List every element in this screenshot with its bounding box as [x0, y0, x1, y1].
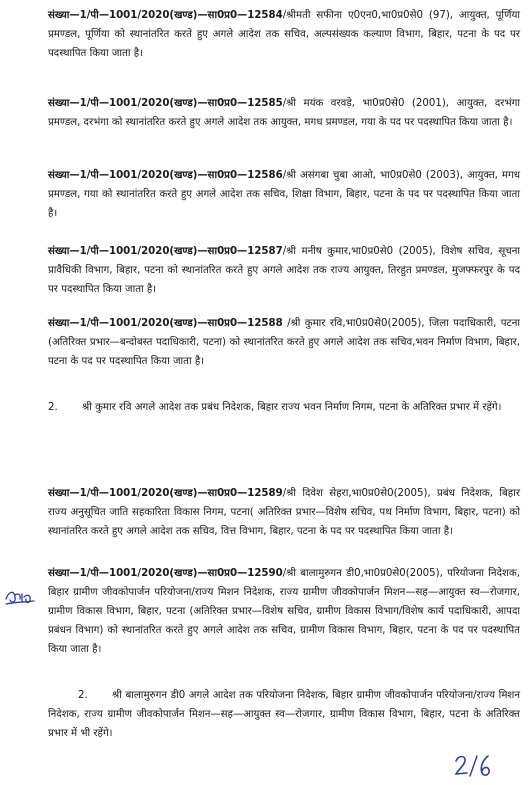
order-reference-number: संख्या—1/पी—1001/2020(खण्ड)—सा0प्र0—12585 [48, 98, 283, 109]
order-paragraph [48, 242, 520, 299]
order-reference-number: संख्या—1/पी—1001/2020(खण्ड)—सा0प्र0—12587 [48, 246, 283, 257]
order-reference-number: संख्या—1/पी—1001/2020(खण्ड)—सा0प्र0—12589 [48, 488, 283, 499]
order-reference-number: संख्या—1/पी—1001/2020(खण्ड)—सा0प्र0—12588 [48, 318, 283, 329]
order-text: /श्री बालामुरुगन डी0,भा0प्र0से0(2005), परियोजना निदेशक, बिहार ग्रामीण जीवकोपार्जन परियोजना/राज्य मिशन निदेशक, राज्य ग्रामीण जीवकोपार्जन मिशन—सह—आयुक्त स्व—रोजगार, ग्रामीण विकास विभाग, बिहार, पटना (अतिरिक्त प्रभार—विशेष सचिव, ग्रामीण विकास विभाग/विशेष कार्य पदाधिकारी, आपदा प्रबंधन विभाग) को स्थानांतरित करते हुए अगले आदेश तक सचिव, ग्रामीण विकास विभाग, बिहार, पटना के पद पर पदस्थापित किया जाता है। [48, 568, 520, 655]
order-reference-number: संख्या—1/पी—1001/2020(खण्ड)—सा0प्र0—12590 [48, 568, 283, 579]
order-paragraph [48, 94, 520, 132]
sub-paragraph-number: 2. [78, 690, 88, 701]
order-paragraph [48, 484, 520, 541]
sub-paragraph [48, 398, 520, 417]
order-reference-number: संख्या—1/पी—1001/2020(खण्ड)—सा0प्र0—12586 [48, 170, 283, 181]
sub-paragraph-text: श्री बालामुरुगन डी0 अगले आदेश तक परियोजना निदेशक, बिहार ग्रामीण जीवकोपार्जन परियोजना/राज्य मिशन निदेशक, राज्य ग्रामीण जीवकोपार्जन मिशन—सह—आयुक्त स्व—रोजगार, ग्रामीण विकास विभाग, बिहार, पटना के अतिरिक्त प्रभार में भी रहेंगे। [48, 690, 520, 739]
sub-paragraph-text: श्री कुमार रवि अगले आदेश तक प्रबंध निदेशक, बिहार राज्य भवन निर्माण निगम, पटना के अतिरिक्त प्रभार में रहेंगे। [82, 402, 502, 413]
order-text: /श्री दिवेश सेहरा,भा0प्र0से0(2005), प्रबंध निदेशक, बिहार राज्य अनुसूचित जाति सहकारिता विकास निगम, पटना( अतिरिक्त प्रभार—विशेष सचिव, पथ निर्माण विभाग, बिहार, पटना) को स्थानांतरित करते हुए अगले आदेश तक सचिव, वित्त विभाग, बिहार, पटना के पद पर पदस्थापित किया जाता है। [48, 488, 520, 537]
order-text: /श्री कुमार रवि,भा0प्र0से0(2005), जिला पदाधिकारी, पटना (अतिरिक्त प्रभार—बन्दोबस्त पदाधिकारी, पटना) को स्थानांतरित करते हुए अगले आदेश तक सचिव,भवन निर्माण विभाग, बिहार, पटना के पद पर पदस्थापित किया जाता है। [48, 318, 520, 367]
order-reference-number: संख्या—1/पी—1001/2020(खण्ड)—सा0प्र0—12584 [48, 10, 283, 21]
order-paragraph [48, 166, 520, 223]
order-text: /श्री असंगबा चुबा आओ, भा0प्र0से0 (2003), आयुक्त, मगध प्रमण्डल, गया को स्थानांतरित करते हुए अगले आदेश तक सचिव, शिक्षा विभाग, बिहार, पटना के पद पर पदस्थापित किया जाता है। [48, 170, 520, 219]
handwritten-initial-icon [3, 585, 37, 609]
order-text: /श्री मनीष कुमार,भा0प्र0से0 (2005), विशेष सचिव, सूचना प्रावैधिकी विभाग, बिहार, पटना को स्थानांतरित करते हुए अगले आदेश तक राज्य आयुक्त, तिरहुत प्रमण्डल, मुजफ्फरपुर के पद पर पदस्थापित किया जाता है। [48, 246, 520, 295]
order-paragraph [48, 6, 520, 63]
order-paragraph [48, 314, 520, 371]
order-text: /श्री मयंक वरवड़े, भा0प्र0से0 (2001), आयुक्त, दरभंगा प्रमण्डल, दरभंगा को स्थानांतरित करते हुए अगले आदेश तक आयुक्त, मगध प्रमण्डल, गया के पद पर पदस्थापित किया जाता है। [48, 98, 520, 128]
sub-paragraph [48, 686, 520, 743]
sub-paragraph-number: 2. [48, 402, 58, 413]
order-text: /श्रीमती सफीना ए0एन0,भा0प्र0से0 (97), आयुक्त, पूर्णिया प्रमण्डल, पूर्णिया को स्थानांतरित करते हुए अगले आदेश तक सचिव, अल्पसंख्यक कल्याण विभाग, बिहार, पटना के पद पर पदस्थापित किया जाता है। [48, 10, 520, 59]
handwritten-page-number-icon [452, 752, 496, 780]
order-paragraph [48, 564, 520, 659]
